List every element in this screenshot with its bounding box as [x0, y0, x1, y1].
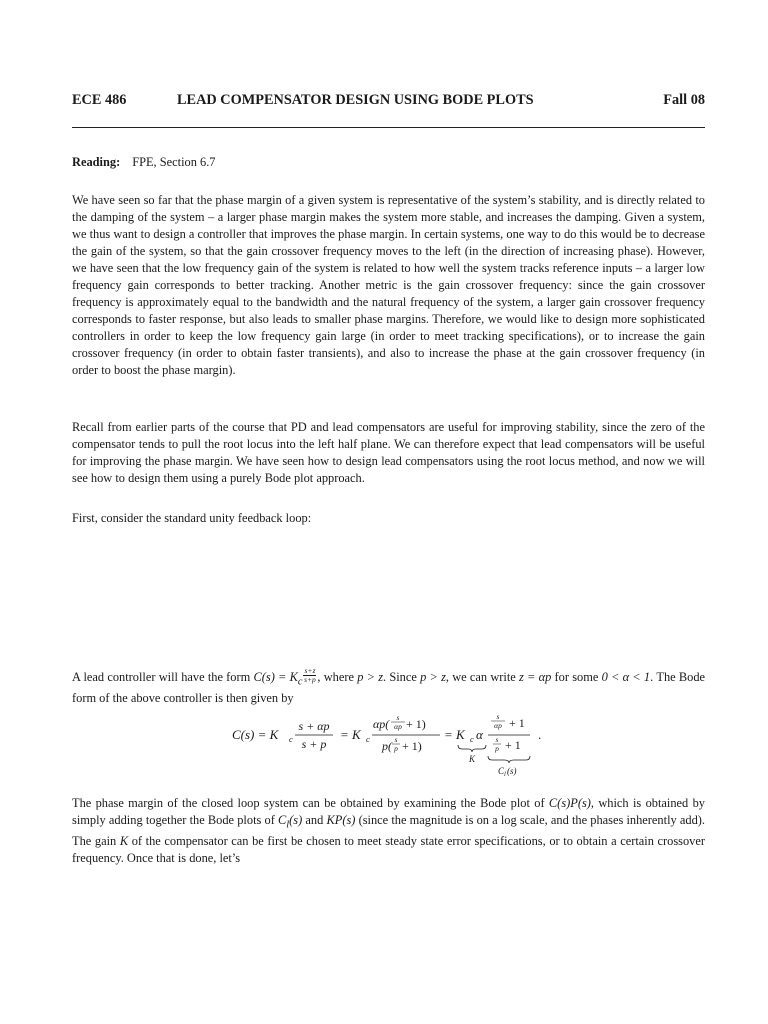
fraction-numerator: s+z: [304, 665, 316, 675]
document-title: LEAD COMPENSATOR DESIGN USING BODE PLOTS: [177, 92, 534, 108]
eq-frac2-den-a: p(: [382, 739, 392, 753]
bode-form-equation: [232, 708, 572, 788]
eq-frac3-den-plus: + 1: [505, 738, 521, 752]
reading-label: Reading:: [72, 155, 121, 169]
math-subscript: c: [297, 676, 303, 688]
math-inline: p > z: [420, 670, 446, 684]
page-header: [72, 90, 705, 110]
eq-kc-sub-2: c: [366, 734, 370, 744]
eq-frac3-num-ap: αp: [494, 721, 502, 730]
text-run: A lead controller will have the form: [72, 670, 254, 684]
eq-frac3-den-s: s: [495, 735, 499, 744]
eq-alpha: α: [476, 727, 483, 742]
eq-frac2-den-b: + 1): [402, 739, 422, 753]
eq-frac2-den-p: p: [394, 744, 398, 753]
eq-kc-sub-3: c: [470, 734, 474, 744]
eq-frac2-den-s: s: [394, 735, 398, 744]
math-inline: C(s) = K: [253, 670, 298, 684]
eq-frac2-num-b: + 1): [406, 717, 426, 731]
text-run: , where: [317, 670, 358, 684]
paragraph-phase-margin: [72, 192, 705, 379]
paragraph-lead-controller: [72, 665, 706, 707]
eq-frac2-num-a: αp(: [373, 717, 390, 731]
text-run: and: [302, 813, 327, 827]
eq-underbrace-cl-arg: (s): [507, 766, 517, 776]
text-run: . The Bode form of the above controller is then given by: [72, 670, 706, 706]
text-run: . Since: [383, 670, 421, 684]
paragraph-phase-margin-bode: [72, 795, 705, 867]
eq-frac3-num-s: s: [496, 712, 500, 721]
header-rule: [72, 127, 705, 128]
paragraph-text: [72, 665, 706, 707]
math-inline: C: [278, 813, 287, 827]
math-inline: p > z: [357, 670, 384, 684]
paragraph-text: Recall from earlier parts of the course that PD and lead compensators are useful for improving stability, since the zero of the compensator tends to pull the root locus into the left half plane. We can therefore expect that lead compensators will be useful for improving the phase margin. We have seen how to design lead compensators using the root locus method, and now we will see how to design them using a purely Bode plot approach.: [72, 420, 705, 485]
math-inline: K: [119, 834, 129, 849]
eq-period: .: [538, 727, 542, 742]
term-label: Fall 08: [663, 92, 705, 108]
eq-frac3-num-plus: + 1: [509, 716, 525, 730]
text-run: of the compensator can be first be chosen to meet steady state error specifications, or to obtain a certain crossover frequency. Once that is done, let’s: [72, 834, 705, 866]
eq-frac1-num: s + αp: [298, 719, 330, 733]
eq-underbrace-k: [458, 745, 486, 752]
math-subscript: l: [286, 819, 290, 831]
paragraph-text: First, consider the standard unity feedback loop:: [72, 511, 312, 525]
paragraph-feedback-loop: [72, 510, 705, 527]
eq-underbrace-cl-label: C: [498, 766, 505, 776]
eq-frac2-num-s: s: [396, 713, 400, 722]
reading-line: [72, 154, 705, 171]
math-fraction: [303, 667, 316, 684]
paragraph-recall: [72, 419, 705, 487]
math-inline: 0 < α < 1: [601, 670, 651, 684]
math-inline: (s): [289, 813, 303, 827]
fraction-denominator: s+p: [304, 674, 316, 684]
math-inline: C(s)P(s): [548, 796, 591, 810]
text-run: , which is obtained by simply adding together the Bode plots of: [72, 796, 705, 827]
math-inline: KP(s): [326, 813, 356, 827]
course-code: ECE 486: [72, 92, 127, 108]
eq-frac1-den: s + p: [301, 737, 327, 751]
eq-equals-k-3: = K: [444, 727, 465, 742]
text-run: The phase margin of the closed loop system can be obtained by examining the Bode plot of: [72, 796, 549, 810]
eq-equals-k: = K: [340, 727, 361, 742]
eq-underbrace-cl: [488, 756, 530, 763]
paragraph-text: [72, 795, 705, 867]
eq-underbrace-cl-sub: l: [504, 771, 506, 778]
eq-frac2-num-ap: αp: [394, 722, 402, 731]
reading-text: FPE, Section 6.7: [132, 155, 216, 169]
text-run: for some: [551, 670, 602, 684]
eq-frac3-den-p: p: [495, 744, 499, 753]
eq-lhs: C(s) = K: [232, 727, 279, 742]
math-inline: z = αp: [519, 670, 552, 684]
eq-underbrace-k-label: K: [468, 754, 476, 764]
eq-kc-sub: c: [289, 734, 293, 744]
text-run: (since the magnitude is on a log scale, and the phases inherently add). The gain: [72, 813, 705, 849]
paragraph-text: We have seen so far that the phase margin of a given system is representative of the system’s stability, and is directly related to the damping of the system – a larger phase margin makes the system more stable, and increases the damping. Given a system, we thus want to design a controller that improves the phase margin. In certain systems, one way to do this would be to decrease the gain of the system, so that the gain crossover frequency moves to the left (in the direction of increasing phase). However, we have seen that the low frequency gain of the system is related to how well the system tracks reference inputs – a larger low frequency gain corresponds to better tracking. Another metric is the gain crossover frequency: since the gain crossover frequency is approximately equal to the bandwidth and the natural frequency of the system, a larger gain crossover frequency corresponds to faster response, but also leads to smaller phase margins. Therefore, we would like to design more sophisticated controllers in order to keep the low frequency gain large (in order to meet tracking specifications), or to increase the gain crossover frequency (in order to obtain faster transients), and also to increase the phase at the gain crossover frequency (in order to boost the phase margin).: [72, 193, 705, 377]
text-run: , we can write: [445, 670, 519, 684]
